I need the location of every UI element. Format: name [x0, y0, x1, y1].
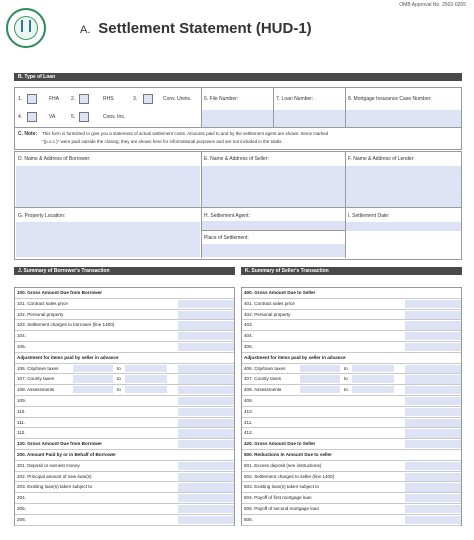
row-label: 411. — [244, 419, 253, 425]
summary-row — [242, 353, 461, 364]
omb-approval: OMB Approval No. 2502-0265 — [399, 2, 466, 8]
loan-type-box — [14, 87, 462, 128]
loan-type-2-num: 2. — [71, 96, 76, 102]
to-date-field[interactable] — [125, 365, 167, 372]
fha-checkbox[interactable] — [27, 94, 37, 104]
title-text: Settlement Statement (HUD-1) — [98, 20, 312, 37]
to-date-field[interactable] — [352, 365, 394, 372]
row-label: 404. — [244, 333, 253, 339]
to-label: to — [117, 387, 121, 393]
va-label: VA — [49, 114, 56, 120]
amount-field[interactable] — [178, 311, 234, 319]
summary-row — [15, 385, 234, 396]
section-b-header: B. Type of Loan — [14, 73, 462, 81]
conv-ins-label: Conv. Ins. — [103, 114, 126, 120]
date-label: I. Settlement Date: — [348, 213, 390, 219]
row-label: 201. Deposit or earnest money — [17, 462, 80, 468]
to-date-field[interactable] — [352, 375, 394, 382]
amount-field[interactable] — [405, 483, 461, 491]
amount-field[interactable] — [405, 386, 461, 394]
summary-row — [15, 396, 234, 407]
amount-field[interactable] — [405, 365, 461, 373]
note-box — [14, 128, 462, 150]
summary-row — [242, 428, 461, 439]
row-label: 505. Payoff of second mortgage loan — [244, 506, 319, 511]
agent-label: H. Settlement Agent: — [204, 213, 250, 219]
loan-type-5-num: 5. — [71, 114, 76, 120]
summary-row — [242, 407, 461, 418]
date-field[interactable] — [346, 222, 461, 231]
row-label: 500. Reductions In Amount Due to seller — [244, 452, 332, 457]
note-label: C. Note: — [18, 131, 38, 137]
row-label: 107. County taxes — [17, 376, 55, 382]
agent-field[interactable] — [202, 221, 345, 230]
amount-field[interactable] — [178, 473, 234, 481]
summary-row — [242, 385, 461, 396]
amount-field[interactable] — [178, 386, 234, 394]
row-label: 403. — [244, 322, 253, 328]
amount-field[interactable] — [178, 300, 234, 308]
row-label: 407. County taxes — [244, 376, 282, 382]
row-label: 405. — [244, 344, 253, 349]
summary-row — [15, 461, 234, 472]
amount-field[interactable] — [178, 483, 234, 491]
summary-row — [242, 331, 461, 342]
amount-field[interactable] — [405, 375, 461, 383]
amount-field[interactable] — [178, 397, 234, 405]
amount-field[interactable] — [405, 473, 461, 481]
loan-type-4-num: 4. — [18, 114, 23, 120]
summary-row — [242, 482, 461, 493]
amount-field[interactable] — [405, 311, 461, 319]
row-label: 105. — [17, 344, 26, 349]
amount-field[interactable] — [178, 408, 234, 416]
summary-row — [242, 299, 461, 310]
row-label: 110. — [17, 408, 26, 414]
borrower-field[interactable] — [16, 166, 200, 207]
property-label: G. Property Location: — [18, 213, 66, 219]
note-line-2: "(p.o.c.)" were paid outside the closing; they are shown here for informational purposes and are not included in the totals. — [42, 139, 283, 144]
loan-number-label: 7. Loan Number: — [276, 96, 314, 102]
row-label: 112. — [17, 430, 26, 436]
summary-row — [15, 493, 234, 504]
summary-row — [15, 310, 234, 321]
hud-seal-icon — [6, 8, 46, 48]
row-label: 401. Contract sales price — [244, 300, 295, 306]
row-label: 104. — [17, 333, 26, 339]
seal-house — [21, 20, 31, 32]
summary-row — [242, 374, 461, 385]
amount-field[interactable] — [405, 408, 461, 416]
row-label: 101. Contract sales price — [17, 300, 68, 306]
amount-field[interactable] — [178, 365, 234, 373]
amount-field[interactable] — [405, 321, 461, 329]
loan-type-3-num: 3. — [133, 96, 138, 102]
row-label: Adjustment for items paid by seller in advance — [17, 354, 119, 360]
rhs-checkbox[interactable] — [79, 94, 89, 104]
title-prefix: A. — [80, 24, 91, 36]
row-label: 506. — [244, 516, 253, 522]
row-label: 204. — [17, 495, 26, 501]
row-label: 409. — [244, 398, 253, 403]
row-label: 501. Excess deposit (see instructions) — [244, 462, 322, 468]
from-date-field[interactable] — [300, 386, 340, 393]
summary-row — [15, 439, 234, 450]
amount-field[interactable] — [178, 440, 234, 448]
amount-field[interactable] — [405, 505, 461, 513]
fha-label: FHA — [49, 96, 59, 102]
summary-row — [242, 288, 461, 299]
seller-label: E. Name & Address of Seller: — [204, 156, 269, 162]
place-label: Place of Settlement: — [204, 235, 249, 241]
summary-row — [242, 450, 461, 461]
va-checkbox[interactable] — [27, 112, 37, 122]
summary-row — [15, 374, 234, 385]
summary-row — [242, 364, 461, 375]
amount-field[interactable] — [405, 429, 461, 437]
summary-row — [15, 364, 234, 375]
summary-row — [15, 428, 234, 439]
amount-field[interactable] — [178, 332, 234, 340]
amount-field[interactable] — [178, 343, 234, 351]
amount-field[interactable] — [405, 494, 461, 502]
row-label: 203. Existing loan(s) taken subject to — [17, 484, 93, 490]
rhs-label: RHS — [103, 96, 114, 102]
amount-field[interactable] — [405, 516, 461, 524]
loan-type-1-num: 1. — [18, 96, 23, 102]
row-label: 106. City/town taxes — [17, 365, 59, 371]
row-label: 111. — [17, 419, 26, 425]
seller-field[interactable] — [202, 166, 345, 207]
row-label: 400. Gross Amount Due to Seller — [244, 290, 316, 295]
lender-label: F. Name & Address of Lender: — [348, 156, 415, 162]
summary-row — [242, 472, 461, 483]
place-field[interactable] — [202, 244, 345, 257]
summary-row — [15, 331, 234, 342]
from-date-field[interactable] — [73, 375, 113, 382]
amount-field[interactable] — [178, 375, 234, 383]
summary-row — [15, 450, 234, 461]
file-number-field[interactable] — [202, 110, 273, 127]
summary-row — [242, 504, 461, 515]
summary-row — [15, 320, 234, 331]
summary-row — [15, 342, 234, 353]
row-label: 103. Settlement charges to borrower (line 1400) — [17, 322, 115, 328]
page-title — [80, 20, 312, 37]
amount-field[interactable] — [178, 462, 234, 470]
mic-number-field[interactable] — [346, 110, 461, 127]
summary-row — [15, 418, 234, 429]
summary-row — [242, 515, 461, 526]
from-date-field[interactable] — [300, 365, 340, 372]
summary-row — [15, 482, 234, 493]
amount-field[interactable] — [178, 505, 234, 513]
row-label: 100. Gross Amount Due from Borrower — [17, 290, 103, 295]
lender-field[interactable] — [346, 166, 461, 207]
to-date-field[interactable] — [125, 386, 167, 393]
summary-row — [242, 439, 461, 450]
parties-box — [14, 151, 462, 208]
amount-field[interactable] — [405, 397, 461, 405]
row-label: 412. — [244, 430, 253, 436]
summary-row — [15, 515, 234, 526]
amount-field[interactable] — [405, 300, 461, 308]
from-date-field[interactable] — [73, 386, 113, 393]
to-label: to — [344, 376, 348, 382]
to-label: to — [344, 365, 348, 371]
row-label: 205. — [17, 506, 26, 511]
seller-summary-header: K. Summary of Seller's Transaction — [241, 267, 462, 275]
summary-row — [242, 320, 461, 331]
from-date-field[interactable] — [73, 365, 113, 372]
row-label: 102. Personal property — [17, 311, 64, 317]
to-date-field[interactable] — [352, 386, 394, 393]
loan-number-field[interactable] — [274, 110, 345, 127]
row-label: 108. Assessments — [17, 387, 55, 393]
borrower-label: D. Name & Address of Borrower: — [18, 156, 91, 162]
summary-row — [242, 310, 461, 321]
to-date-field[interactable] — [125, 375, 167, 382]
amount-field[interactable] — [178, 494, 234, 502]
mic-number-label: 8. Mortgage Insurance Case Number: — [348, 96, 432, 102]
summary-row — [15, 504, 234, 515]
amount-field[interactable] — [405, 419, 461, 427]
summary-row — [15, 472, 234, 483]
from-date-field[interactable] — [300, 375, 340, 382]
amount-field[interactable] — [178, 419, 234, 427]
amount-field[interactable] — [405, 332, 461, 340]
summary-row — [15, 299, 234, 310]
row-label: 406. City/town taxes — [244, 365, 286, 371]
row-label: 202. Principal amount of new loan(s) — [17, 473, 92, 479]
row-label: 420. Gross Amount Due to Seller — [244, 441, 316, 447]
amount-field[interactable] — [178, 321, 234, 329]
row-label: 410. — [244, 408, 253, 414]
row-label: 206. — [17, 516, 26, 522]
conv-ins-checkbox[interactable] — [79, 112, 89, 122]
summary-row — [242, 418, 461, 429]
amount-field[interactable] — [405, 440, 461, 448]
row-label: 408. Assessments — [244, 387, 282, 393]
summary-row — [242, 493, 461, 504]
location-box — [14, 208, 462, 260]
row-label: 109. — [17, 398, 26, 403]
summary-row — [242, 342, 461, 353]
row-label: 502. Settlement charges to seller (line 1400) — [244, 473, 335, 479]
to-label: to — [117, 376, 121, 382]
summary-row — [15, 353, 234, 364]
amount-field[interactable] — [405, 462, 461, 470]
row-label: Adjustment for items paid by seller in advance — [244, 354, 346, 360]
borrower-summary-header: J. Summary of Borrower's Transaction — [14, 267, 235, 275]
note-line-1: This form is furnished to give you a statement of actual settlement costs. Amounts paid to and by the settlement agent are shown. Items marked — [42, 131, 329, 136]
row-label: 200. Amount Paid by or in Behalf of Borrower — [17, 452, 116, 457]
row-label: 120. Gross Amount Due from Borrower — [17, 441, 103, 447]
conv-unins-label: Conv. Unins. — [163, 96, 192, 102]
row-label: 504. Payoff of first mortgage loan — [244, 495, 312, 501]
row-label: 503. Existing loan(s) taken subject to — [244, 484, 320, 490]
summary-row — [15, 288, 234, 299]
amount-field[interactable] — [178, 516, 234, 524]
amount-field[interactable] — [405, 343, 461, 351]
file-number-label: 6. File Number: — [204, 96, 239, 102]
row-label: 402. Personal property — [244, 311, 291, 317]
amount-field[interactable] — [178, 429, 234, 437]
summary-row — [15, 407, 234, 418]
summary-row — [242, 396, 461, 407]
to-label: to — [344, 387, 348, 393]
conv-unins-checkbox[interactable] — [143, 94, 153, 104]
property-field[interactable] — [16, 222, 200, 257]
to-label: to — [117, 365, 121, 371]
summary-row — [242, 461, 461, 472]
